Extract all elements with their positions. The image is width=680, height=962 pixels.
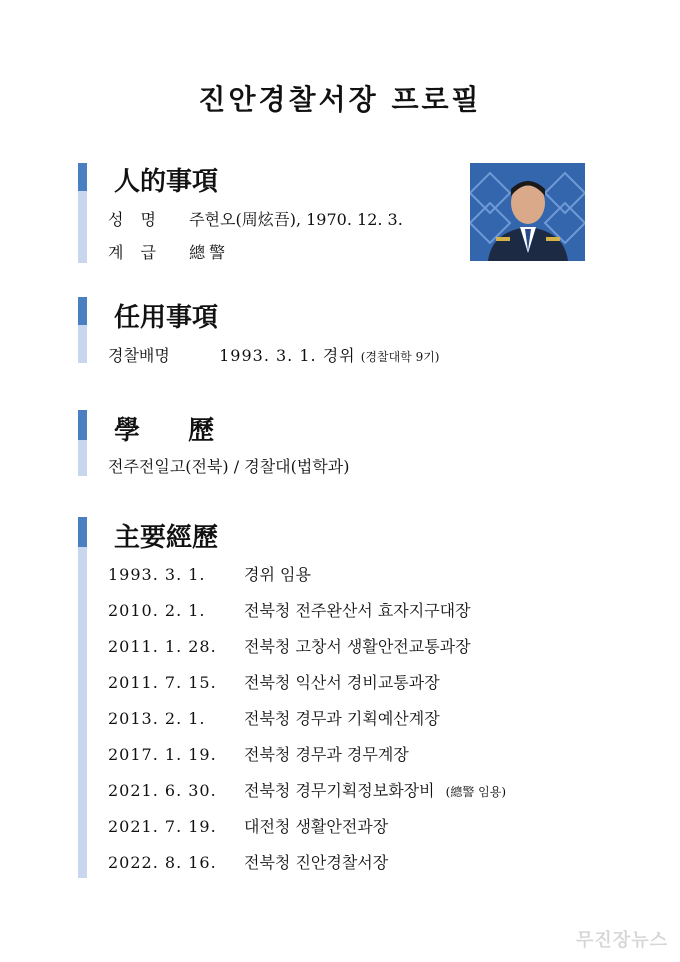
career-date: 2017. 1. 19. xyxy=(108,745,217,764)
rank-label: 계 급 xyxy=(108,243,162,262)
watermark-logo: 무진장뉴스 xyxy=(576,930,668,951)
career-date: 2013. 2. 1. xyxy=(108,709,206,728)
career-desc: 전북청 경무기획정보화장비 xyxy=(244,781,435,800)
career-desc: 전북청 경무과 경무계장 xyxy=(244,745,409,764)
name-value: 주현오(周炫吾), 1970. 12. 3. xyxy=(189,210,403,229)
career-desc: 전북청 익산서 경비교통과장 xyxy=(244,673,440,692)
name-label: 성 명 xyxy=(108,210,162,229)
list-item xyxy=(108,670,440,693)
page-title: 진안경찰서장 프로필 xyxy=(198,83,482,116)
list-item xyxy=(108,706,440,729)
rank-value: 總警 xyxy=(189,243,230,262)
list-item xyxy=(108,634,471,657)
career-date: 2022. 8. 16. xyxy=(108,853,217,872)
list-item xyxy=(108,562,311,585)
list-item xyxy=(108,742,409,765)
portrait-photo xyxy=(470,163,585,261)
career-date: 2011. 1. 28. xyxy=(108,637,217,656)
list-item xyxy=(108,778,506,801)
career-date: 1993. 3. 1. xyxy=(108,565,206,584)
career-date: 2021. 7. 19. xyxy=(108,817,217,836)
list-item xyxy=(108,850,388,873)
section-bar xyxy=(78,163,87,263)
education-heading: 學 歷 xyxy=(114,416,225,446)
career-date: 2010. 2. 1. xyxy=(108,601,206,620)
career-note: (總警 임용) xyxy=(445,785,507,799)
career-heading: 主要經歷 xyxy=(114,523,219,553)
name-row xyxy=(108,207,403,230)
list-item xyxy=(108,814,388,837)
career-desc: 전북청 경무과 기획예산계장 xyxy=(244,709,440,728)
appointment-heading: 任用事項 xyxy=(114,303,219,333)
appointment-row xyxy=(108,343,439,366)
list-item xyxy=(108,598,471,621)
education-value: 전주전일고(전북) / 경찰대(법학과) xyxy=(108,457,350,476)
appointment-label: 경찰배명 xyxy=(108,346,170,365)
career-date: 2011. 7. 15. xyxy=(108,673,217,692)
career-desc: 대전청 생활안전과장 xyxy=(244,817,389,836)
section-bar xyxy=(78,410,87,476)
career-desc: 전북청 고창서 생활안전교통과장 xyxy=(244,637,471,656)
rank-row xyxy=(108,240,229,263)
appointment-value: 1993. 3. 1. 경위 xyxy=(219,346,356,365)
career-date: 2021. 6. 30. xyxy=(108,781,217,800)
section-bar xyxy=(78,297,87,363)
career-desc: 경위 임용 xyxy=(244,565,311,584)
appointment-note: (경찰대학 9기) xyxy=(360,350,440,364)
personal-heading: 人的事項 xyxy=(114,167,219,197)
career-desc: 전북청 전주완산서 효자지구대장 xyxy=(244,601,471,620)
section-bar xyxy=(78,517,87,878)
career-desc: 전북청 진안경찰서장 xyxy=(244,853,389,872)
